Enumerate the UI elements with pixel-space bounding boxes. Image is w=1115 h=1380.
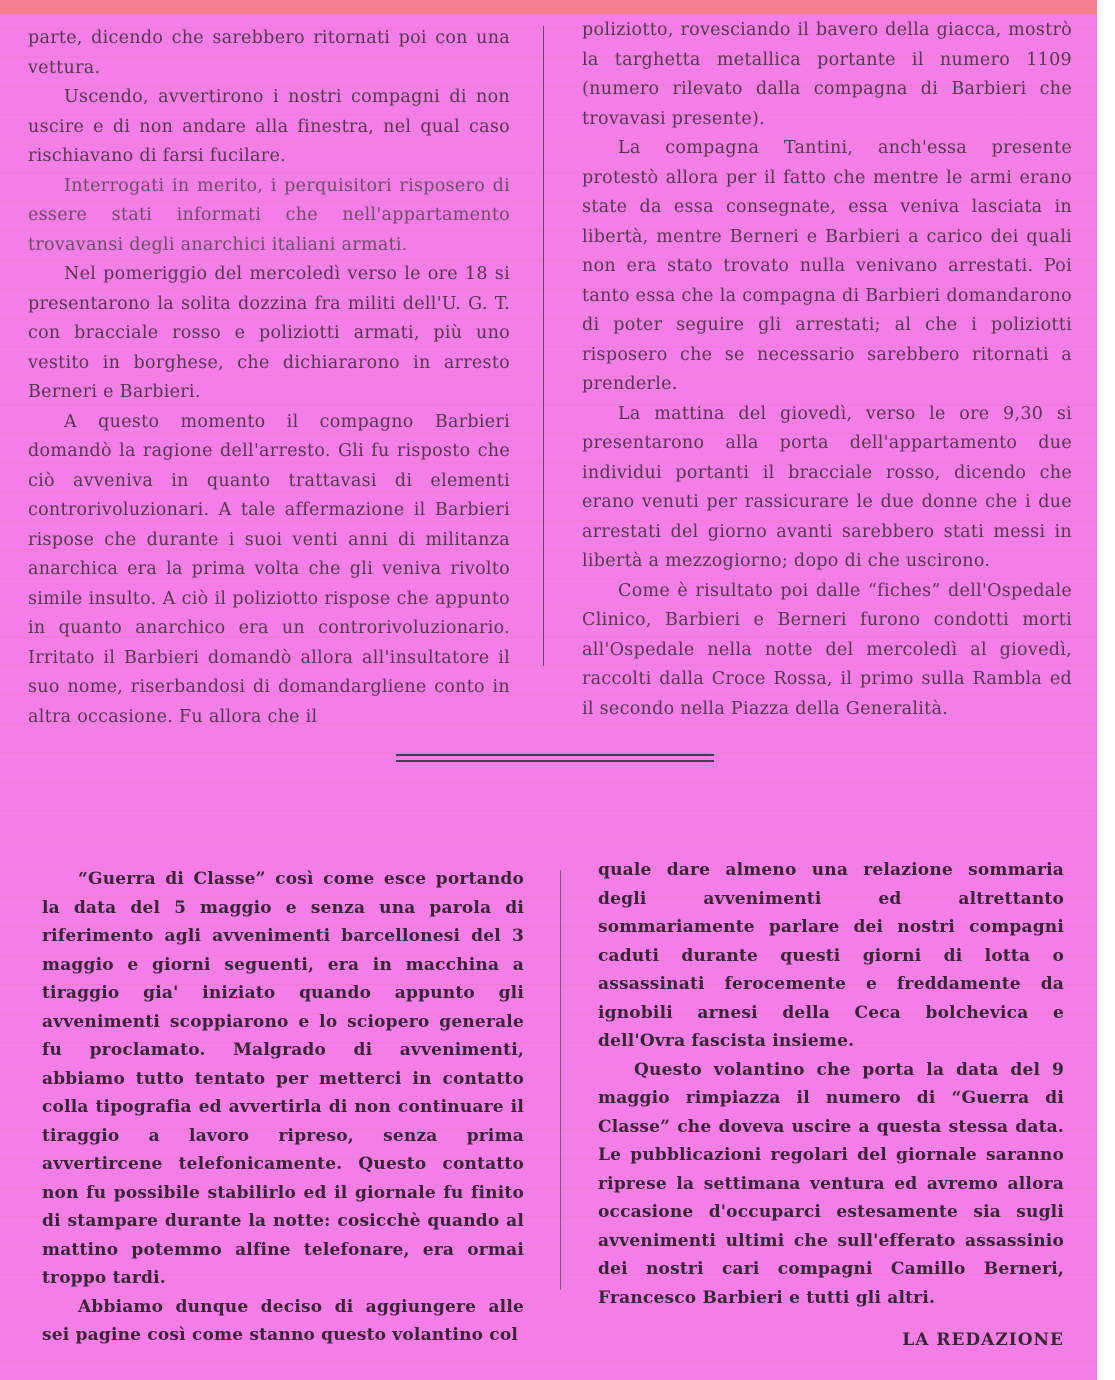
paragraph: Questo volantino che porta la data del 9 maggio rimpiazza il numero di “Guerra di Classe” che doveva uscire a questa stessa data. Le pubblicazioni regolari del giornale saranno riprese la settimana ventura ed avremo allora occasione d'occuparci estesamente sia sugli avvenimenti ultimi che sull'efferato assassinio dei nostri cari compagni Camillo Berneri, Francesco Barbieri e tutti gli altri. xyxy=(598,1059,1064,1308)
section-separator xyxy=(396,760,714,762)
paragraph: Interrogati in merito, i perquisitori risposero di essere stati informati che nell'appartamento trovavansi degli anarchici italiani armati. xyxy=(28,175,510,255)
paragraph: La mattina del giovedì, verso le ore 9,30 si presentarono alla porta dell'appartamento due individui portanti il bracciale rosso, dicendo che erano venuti per rassicurare le due donne che i due arrestati del giorno avanti sarebbero stati messi in libertà a mezzogiorno; dopo di che uscirono. xyxy=(582,403,1072,571)
paragraph: Come è risultato poi dalle “fiches” dell'Ospedale Clinico, Barbieri e Berneri furono condotti morti all'Ospedale nella notte del mercoledì al giovedì, raccolti dalla Croce Rossa, il primo sulla Rambla ed il secondo nella Piazza della Generalità. xyxy=(582,580,1072,719)
paragraph: La compagna Tantini, anch'essa presente protestò allora per il fatto che mentre le armi erano state da essa consegnate, essa veniva lasciata in libertà, mentre Berneri e Barbieri a carico dei quali non era stato trovato nulla venivano arrestati. Poi tanto essa che la compagna di Barbieri domandarono di poter seguire gli arrestati; al che i poliziotti risposero che se necessario sarebbero ritornati a prenderle. xyxy=(582,138,1072,394)
paragraph: parte, dicendo che sarebbero ritornati poi con una vettura. xyxy=(28,28,510,78)
paragraph: “Guerra di Classe” così come esce portando la data del 5 maggio e senza una parola di riferimento agli avvenimenti barcellonesi del 3 maggio e giorni seguenti, era in macchina a tiraggio gia' iniziato quando appunto gli avvenimenti scoppiarono e lo sciopero generale fu proclamato. Malgrado di avvenimenti, abbiamo tutto tentato per metterci in contatto colla tipografia ed avvertirla di non continuare il tiraggio a lavoro ripreso, senza prima avvertircene telefonicamente. Questo contatto non fu possibile stabilirlo ed il giornale fu finito di stampare durante la notte: cosicchè quando al mattino potemmo alfine telefonare, era ormai troppo tardi. xyxy=(42,869,524,1288)
paragraph: quale dare almeno una relazione sommaria degli avvenimenti ed altrettanto sommariamente parlare dei nostri compagni caduti durante questi giorni di lotta o assassinati ferocemente e freddamente da ignobili arnesi della Ceca bolchevica e dell'Ovra fascista insieme. xyxy=(598,860,1064,1051)
lower-right-column xyxy=(598,856,1064,1355)
paper-top-edge xyxy=(0,0,1115,14)
column-divider xyxy=(543,26,544,666)
paragraph: poliziotto, rovesciando il bavero della giacca, mostrò la targhetta metallica portante il numero 1109 (numero rilevato dalla compagna di Barbieri che trovavasi presente). xyxy=(582,20,1072,129)
paragraph: A questo momento il compagno Barbieri domandò la ragione dell'arresto. Gli fu risposto che ciò avveniva in quanto trattavasi di elementi controrivoluzionari. A tale affermazione il Barbieri rispose che durante i suoi venti anni di militanza anarchica era la prima volta che gli veniva rivolto simile insulto. A ciò il poliziotto rispose che appunto in quanto anarchico era un controrivoluzionario. Irritato il Barbieri domandò allora all'insultatore il suo nome, riserbandosi di domandargliene conto in altra occasione. Fu allora che il xyxy=(28,411,510,727)
upper-left-column xyxy=(28,24,510,732)
paragraph: Abbiamo dunque deciso di aggiungere alle sei pagine così come stanno questo volantino col xyxy=(42,1296,524,1345)
upper-right-column xyxy=(582,16,1072,724)
paper-right-edge xyxy=(1097,0,1115,1380)
lower-left-column xyxy=(42,865,524,1350)
paragraph: Nel pomeriggio del mercoledì verso le ore 18 si presentarono la solita dozzina fra militi dell'U. G. T. con bracciale rosso e poliziotti armati, più uno vestito in borghese, che dichiararono in arresto Berneri e Barbieri. xyxy=(28,264,510,402)
signature: LA REDAZIONE xyxy=(902,1330,1064,1350)
paragraph: Uscendo, avvertirono i nostri compagni di non uscire e di non andare alla finestra, nel qual caso rischiavano di farsi fucilare. xyxy=(28,87,510,166)
section-separator xyxy=(396,754,714,756)
column-divider xyxy=(560,870,561,1290)
